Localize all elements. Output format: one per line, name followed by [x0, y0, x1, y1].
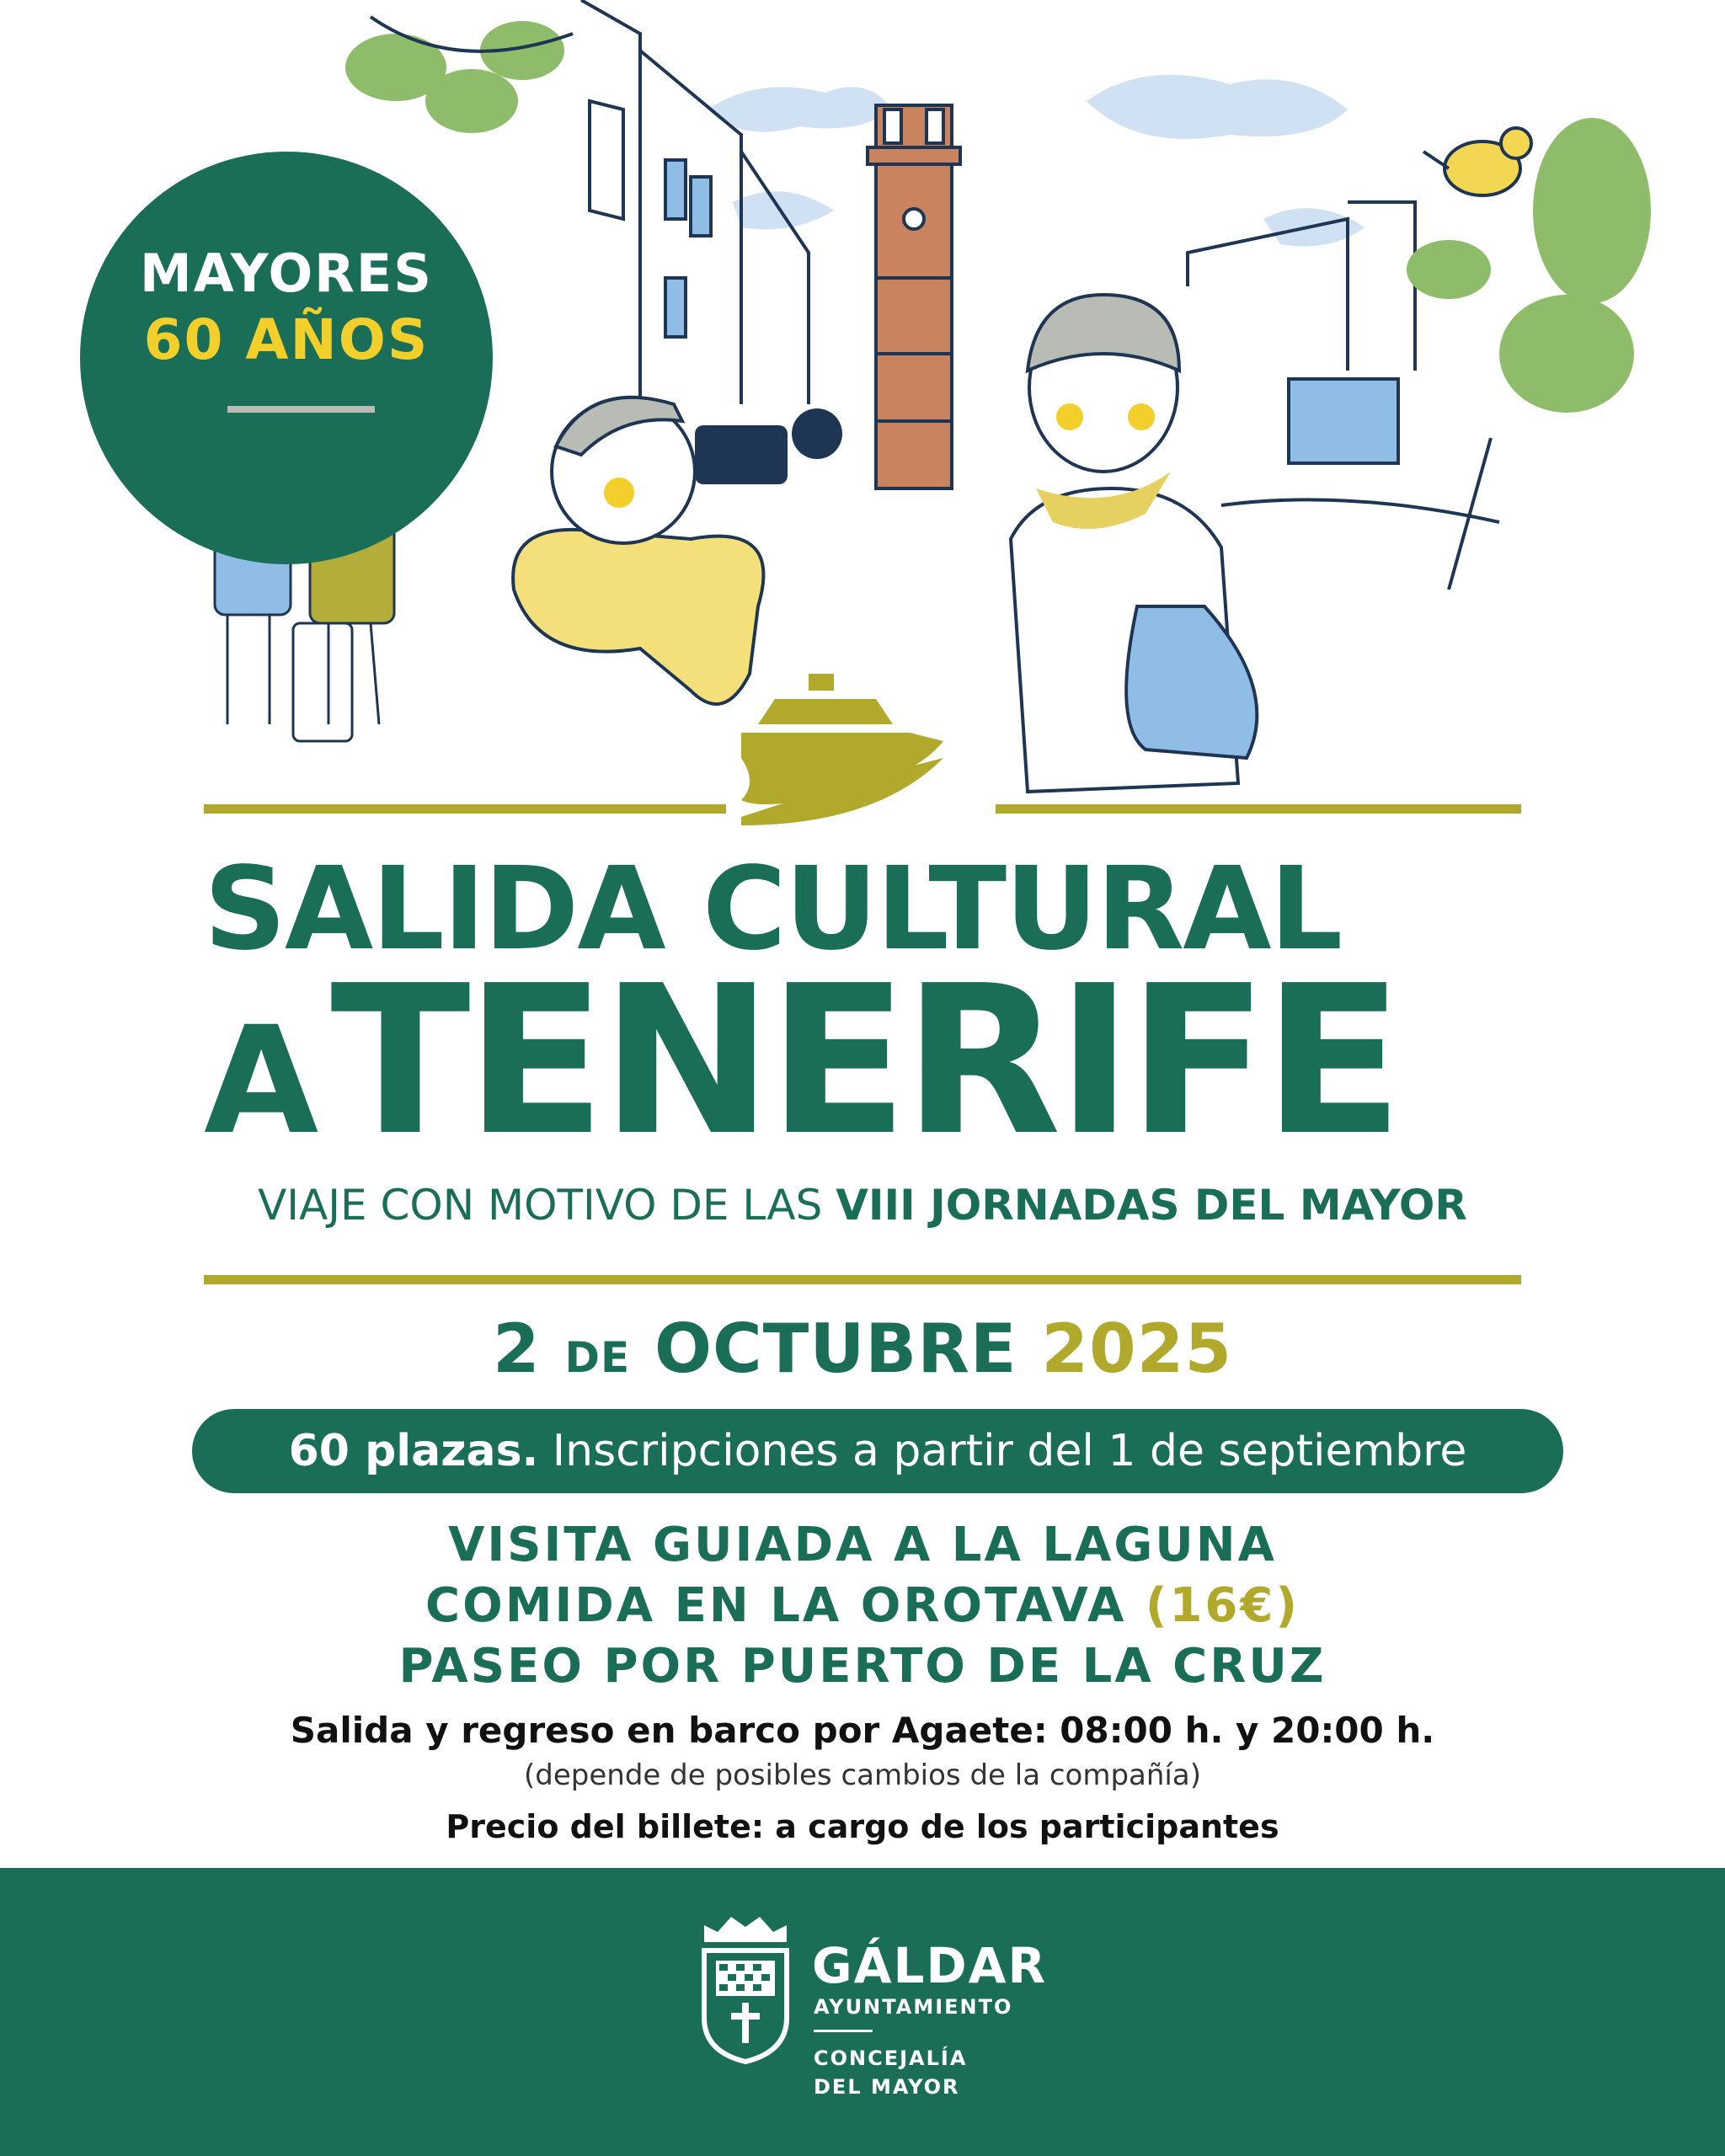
left-building [581, 0, 809, 404]
top-rule-left [204, 804, 726, 814]
activity-2-text: COMIDA EN LA OROTAVA [425, 1578, 1127, 1633]
leaves-left [345, 17, 573, 133]
cruise-ship-icon [741, 674, 943, 825]
dept-line2: DEL MAYOR [814, 2075, 960, 2099]
title-line2 [204, 942, 1521, 1191]
dept-line1: CONCEJALÍA [814, 2047, 968, 2070]
event-date [0, 1310, 1725, 1388]
badge-line2: 60 AÑOS [143, 307, 430, 372]
camera-icon [695, 425, 788, 484]
org-subtitle: AYUNTAMIENTO [814, 1995, 1013, 2019]
top-rule-right [996, 804, 1521, 814]
places-text: Inscripciones a partir del 1 de septiembre [538, 1426, 1467, 1476]
activity-3: PASEO POR PUERTO DE LA CRUZ [398, 1639, 1327, 1694]
places-banner [192, 1409, 1563, 1493]
activity-2-price: (16€) [1145, 1578, 1300, 1633]
photographer-figure [513, 398, 842, 704]
leaves-right [1407, 118, 1651, 413]
date-month: OCTUBRE [654, 1310, 1017, 1388]
subtitle [204, 1181, 1521, 1230]
subtitle-bold: VIII JORNADAS DEL MAYOR [836, 1181, 1467, 1230]
org-name: GÁLDAR [812, 1937, 1048, 1994]
activity-2 [0, 1578, 1725, 1633]
crest-logo [697, 1908, 793, 2065]
woman-figure [1011, 295, 1257, 792]
schedule-text: Salida y regreso en barco por Agaete: 08:00 h. y 20:00 h. [290, 1710, 1435, 1751]
age-badge [80, 152, 493, 564]
sky-clouds [708, 75, 1365, 247]
bird-icon [1423, 128, 1531, 195]
schedule-note: (depende de posibles cambios de la compañía) [524, 1758, 1201, 1792]
bell-tower [868, 105, 960, 488]
ticket-text: Precio del billete: a cargo de los participantes [446, 1808, 1279, 1845]
title-line1: SALIDA CULTURAL [204, 843, 1342, 976]
places-count: 60 plazas. [288, 1426, 539, 1476]
org-divider [814, 2030, 873, 2032]
date-de: DE [564, 1333, 631, 1382]
title-main: TENERIFE [330, 942, 1399, 1181]
badge-divider [227, 406, 375, 413]
middle-rule [204, 1275, 1521, 1284]
title-prefix: A [204, 995, 319, 1167]
badge-line1: MAYORES [140, 243, 433, 304]
date-day: 2 [492, 1310, 541, 1388]
date-year: 2025 [1041, 1310, 1233, 1388]
subtitle-normal: VIAJE CON MOTIVO DE LAS [258, 1181, 836, 1230]
activity-1: VISITA GUIADA A LA LAGUNA [448, 1518, 1277, 1572]
